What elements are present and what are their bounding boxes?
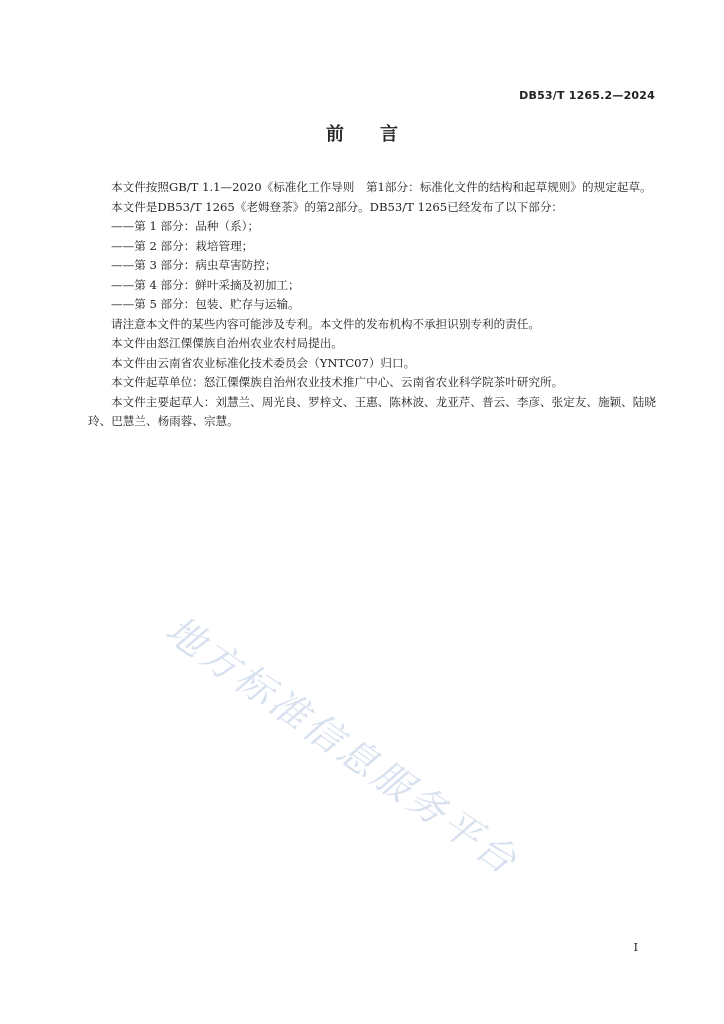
paragraph-part-statement: 本文件是DB53/T 1265《老姆登茶》的第2部分。DB53/T 1265已经发布了以下部分： bbox=[111, 199, 564, 214]
list-item-part-5: ——第 5 部分：包装、贮存与运输。 bbox=[111, 297, 300, 311]
document-body bbox=[88, 178, 656, 432]
list-item-part-3: ——第 3 部分：病虫草害防控； bbox=[111, 258, 277, 272]
watermark: 地方标准信息服务平台 bbox=[157, 607, 527, 885]
paragraph-proposer: 本文件由怒江傈僳族自治州农业农村局提出。 bbox=[111, 336, 343, 350]
list-item-part-4: ——第 4 部分：鲜叶采摘及初加工； bbox=[111, 277, 300, 292]
paragraph-drafters: 本文件主要起草人：刘慧兰、周光良、罗梓文、王惠、陈林波、龙亚芹、普云、李彦、张定友、施颖、陆晓玲、巴慧兰、杨雨蓉、宗慧。 bbox=[88, 394, 656, 428]
paragraph-drafting-units: 本文件起草单位：怒江傈僳族自治州农业技术推广中心、云南省农业科学院茶叶研究所。 bbox=[111, 375, 564, 389]
title-char-2: 言 bbox=[380, 124, 398, 145]
list-item-part-2: ——第 2 部分：栽培管理； bbox=[111, 238, 254, 253]
page-number: I bbox=[633, 941, 638, 954]
paragraph-drafting-basis: 本文件按照GB/T 1.1—2020《标准化工作导则 第1部分：标准化文件的结构和起草规则》的规定起草。 bbox=[111, 180, 652, 194]
title-char-1: 前 bbox=[326, 124, 344, 145]
paragraph-patent-notice: 请注意本文件的某些内容可能涉及专利。本文件的发布机构不承担识别专利的责任。 bbox=[111, 316, 540, 331]
paragraph-committee: 本文件由云南省农业标准化技术委员会（YNTC07）归口。 bbox=[111, 355, 416, 370]
document-code: DB53/T 1265.2—2024 bbox=[519, 89, 655, 102]
list-item-part-1: ——第 1 部分：品种（系）； bbox=[111, 219, 260, 233]
page-title bbox=[0, 120, 724, 146]
